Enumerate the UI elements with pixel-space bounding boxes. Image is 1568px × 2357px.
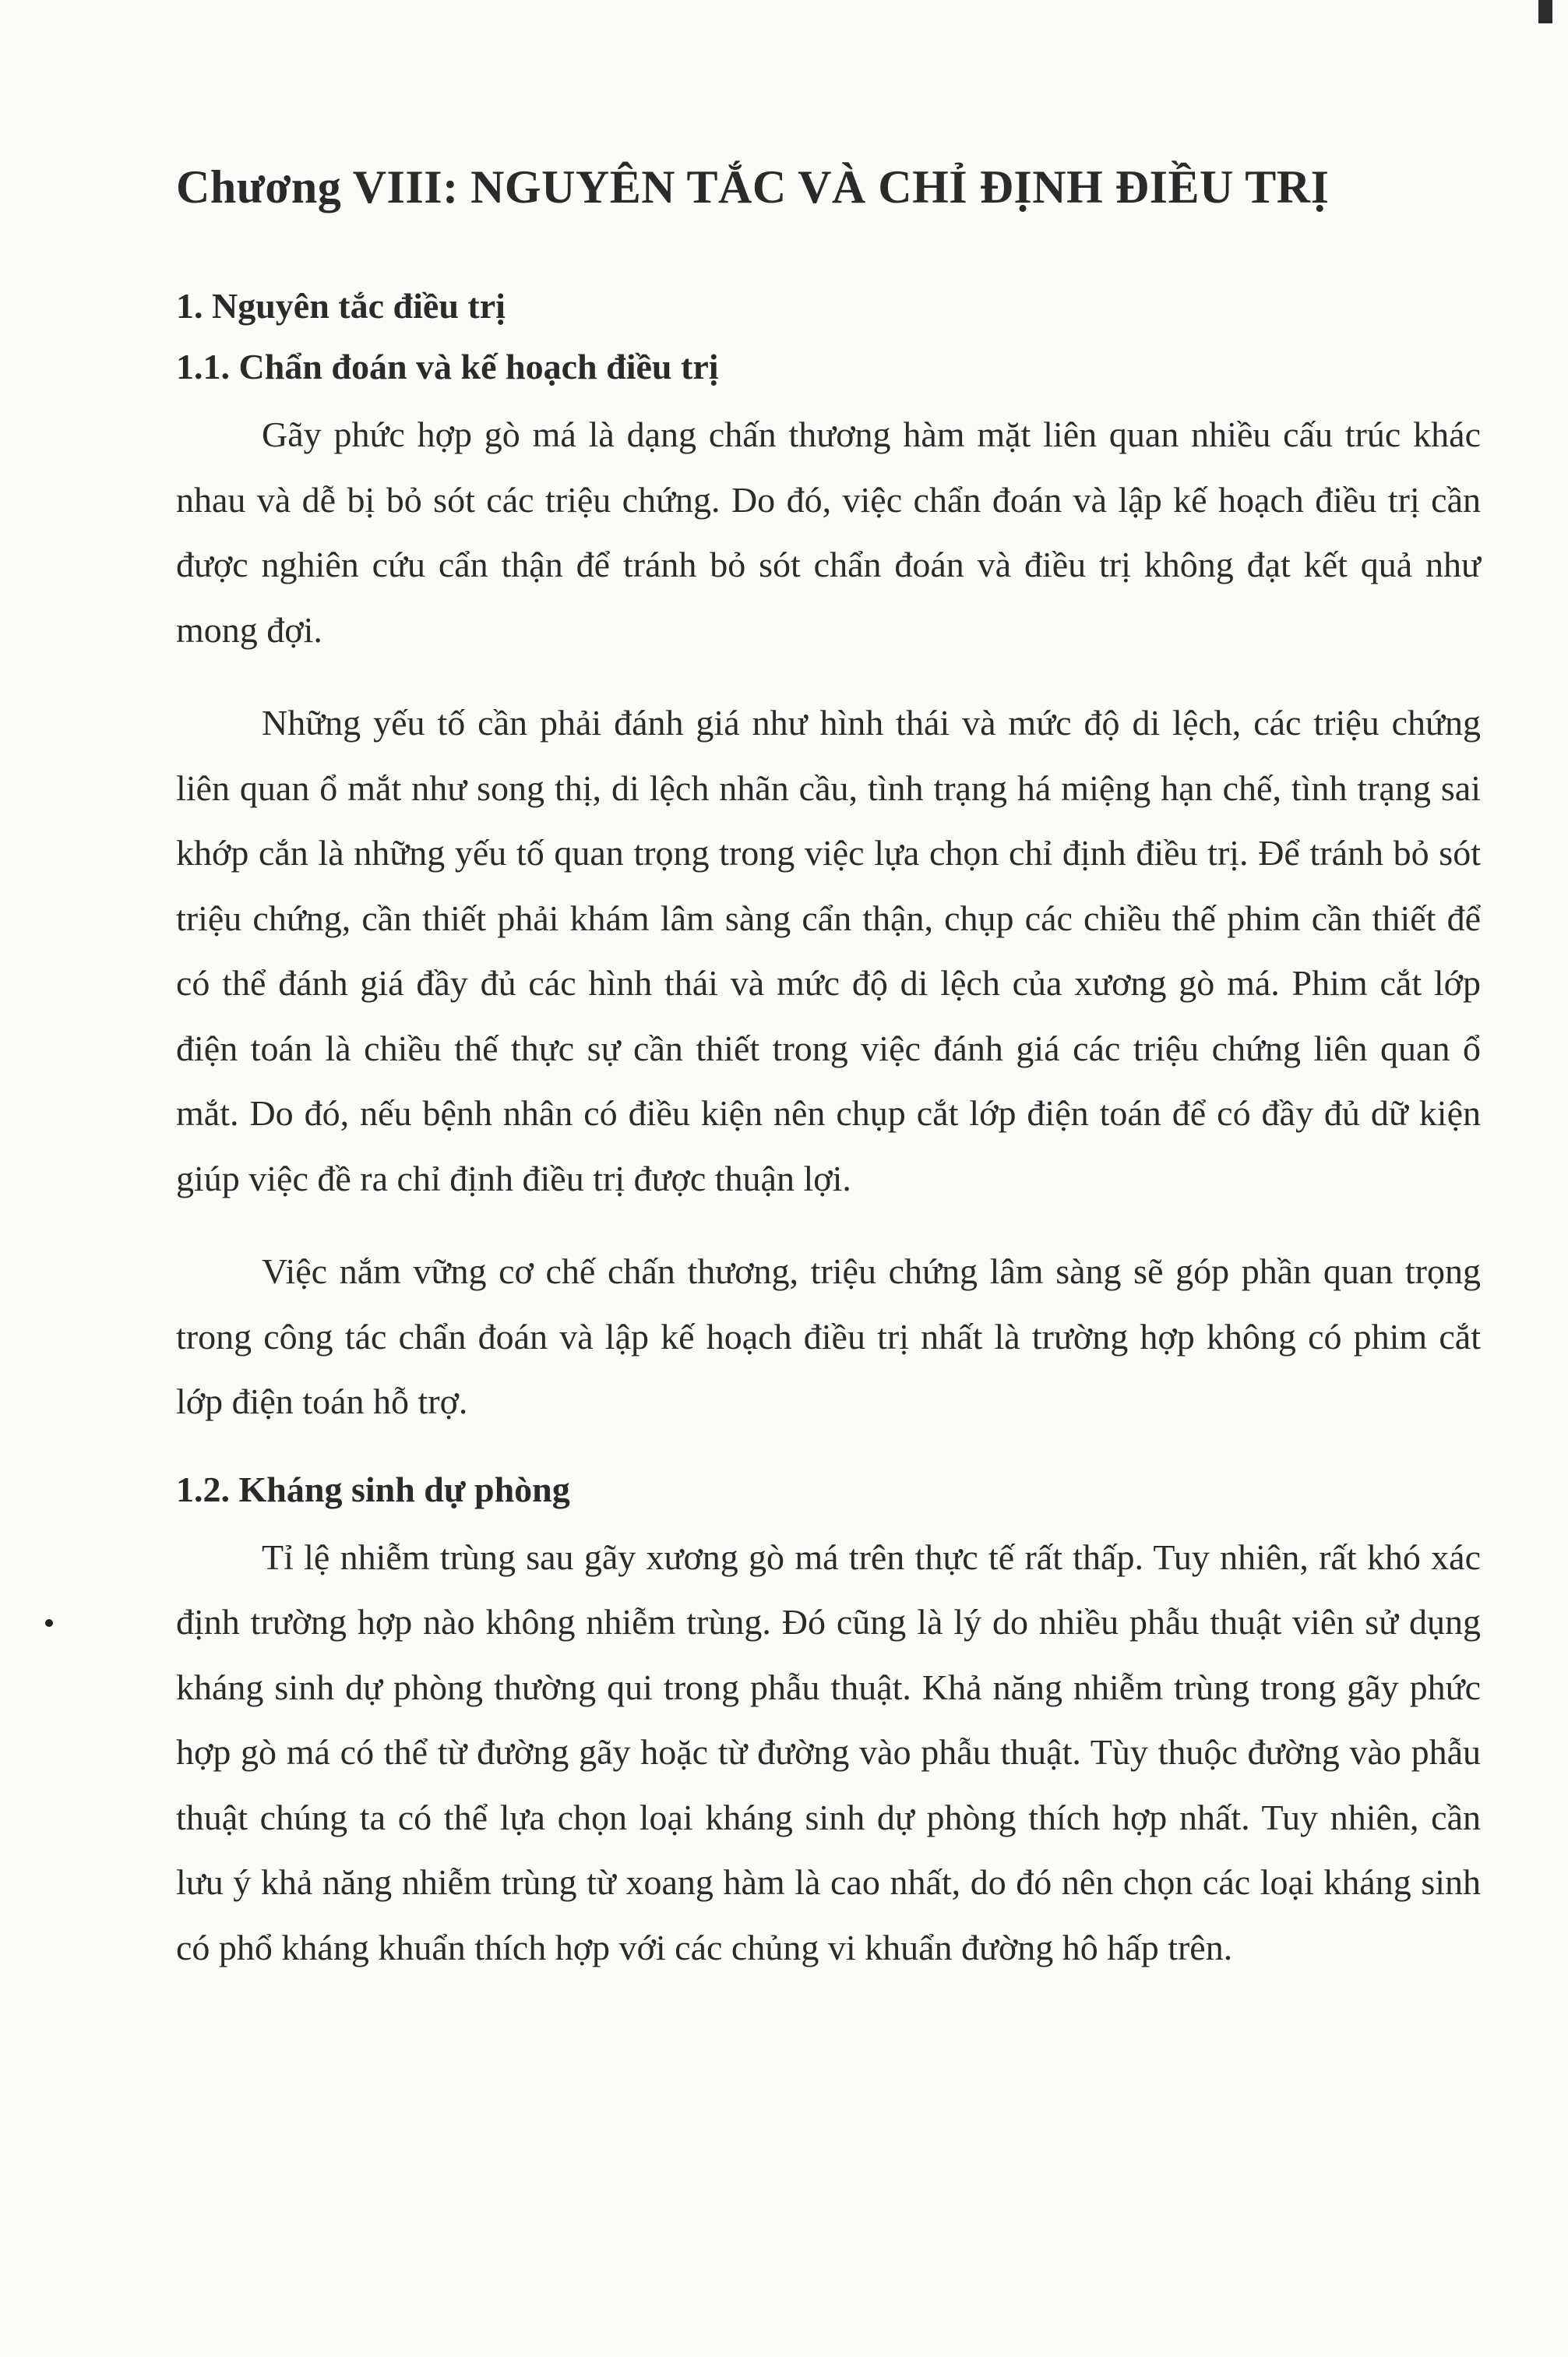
section-heading-1: 1. Nguyên tắc điều trị — [176, 286, 506, 326]
paragraph: Gãy phức hợp gò má là dạng chấn thương hàm mặt liên quan nhiều cấu trúc khác nhau và dễ bị bỏ sót các triệu chứng. Do đó, việc chẩn đoán và lập kế hoạch điều trị cần được nghiên cứu cẩn thận để tránh bỏ sót chẩn đoán và điều trị không đạt kết quả như mong đợi. — [176, 415, 1481, 650]
paragraph: Những yếu tố cần phải đánh giá như hình thái và mức độ di lệch, các triệu chứng liên quan ổ mắt như song thị, di lệch nhãn cầu, tình trạng há miệng hạn chế, tình trạng sai khớp cắn là những yếu tố quan trọng trong việc lựa chọn chỉ định điều trị. Để tránh bỏ sót triệu chứng, cần thiết phải khám lâm sàng cẩn thận, chụp các chiều thế phim cần thiết để có thể đánh giá đầy đủ các hình thái và mức độ di lệch của xương gò má. Phim cắt lớp điện toán là chiều thế thực sự cần thiết trong việc đánh giá các triệu chứng liên quan ổ mắt. Do đó, nếu bệnh nhân có điều kiện nên chụp cắt lớp điện toán để có đầy đủ dữ kiện giúp việc đề ra chỉ định điều trị được thuận lợi. — [176, 703, 1481, 1198]
paragraph: Tỉ lệ nhiễm trùng sau gãy xương gò má trên thực tế rất thấp. Tuy nhiên, rất khó xác định trường hợp nào không nhiễm trùng. Đó cũng là lý do nhiều phẫu thuật viên sử dụng kháng sinh dự phòng thường qui trong phẫu thuật. Khả năng nhiễm trùng trong gãy phức hợp gò má có thể từ đường gãy hoặc từ đường vào phẫu thuật. Tùy thuộc đường vào phẫu thuật chúng ta có thể lựa chọn loại kháng sinh dự phòng thích hợp nhất. Tuy nhiên, cần lưu ý khả năng nhiễm trùng từ xoang hàm là cao nhất, do đó nên chọn các loại kháng sinh có phổ kháng khuẩn thích hợp với các chủng vi khuẩn đường hô hấp trên. — [176, 1537, 1481, 1967]
scan-speck — [45, 1619, 53, 1627]
scan-corner-mark — [1538, 0, 1552, 23]
subsection-heading-1-2: 1.2. Kháng sinh dự phòng — [176, 1469, 570, 1509]
chapter-title: Chương VIII: NGUYÊN TẮC VÀ CHỈ ĐỊNH ĐIỀU TRỊ — [176, 161, 1330, 213]
subsection-heading-1-1: 1.1. Chẩn đoán và kế hoạch điều trị — [176, 347, 719, 386]
paragraph: Việc nắm vững cơ chế chấn thương, triệu chứng lâm sàng sẽ góp phần quan trọng trong công tác chẩn đoán và lập kế hoạch điều trị nhất là trường hợp không có phim cắt lớp điện toán hỗ trợ. — [176, 1251, 1481, 1421]
page-content — [176, 156, 1481, 1980]
